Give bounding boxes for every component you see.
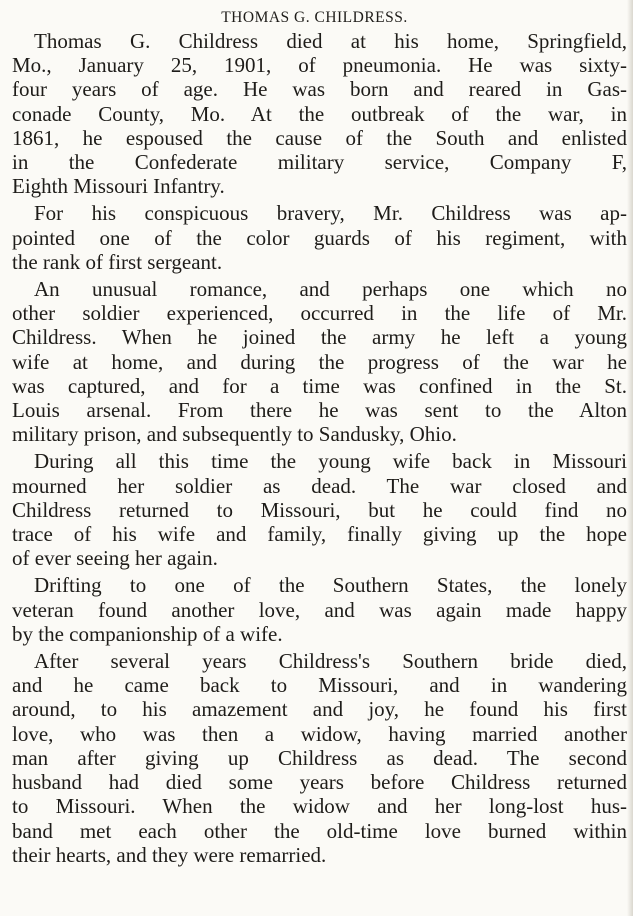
text-line: love, who was then a widow, having married another	[12, 721, 627, 746]
paragraph-3	[12, 277, 627, 446]
text-line: For his conspicuous bravery, Mr. Childress was ap-	[34, 201, 627, 226]
text-line: by the companionship of a wife.	[12, 621, 283, 646]
text-line: Childress returned to Missouri, but he could find no	[12, 497, 627, 522]
paragraph-2	[12, 201, 627, 274]
text-line: husband had died some years before Childress returned	[12, 770, 627, 795]
text-line: pointed one of the color guards of his regiment, with	[12, 225, 627, 250]
text-line: their hearts, and they were remarried.	[12, 842, 327, 867]
paragraph-4	[12, 449, 627, 570]
text-line: military prison, and subsequently to Sandusky, Ohio.	[12, 422, 457, 447]
text-line: Thomas G. Childress died at his home, Springfield,	[34, 29, 627, 53]
text-line: in the Confederate military service, Company F,	[12, 150, 627, 175]
text-line: veteran found another love, and was again made happy	[12, 597, 627, 622]
article-title: THOMAS G. CHILDRESS.	[221, 9, 408, 26]
paragraph-6	[12, 649, 627, 867]
page-edge-shadow	[627, 0, 633, 916]
text-line: During all this time the young wife back in Missouri	[34, 449, 627, 474]
text-line: Drifting to one of the Southern States, the lonely	[34, 573, 627, 598]
text-line: man after giving up Childress as dead. The second	[12, 745, 627, 770]
text-line: trace of his wife and family, finally giving up the hope	[12, 522, 627, 547]
text-line: of ever seeing her again.	[12, 546, 218, 571]
text-line: Childress. When he joined the army he left a young	[12, 325, 627, 350]
text-line: Eighth Missouri Infantry.	[12, 174, 225, 199]
text-line: mourned her soldier as dead. The war closed and	[12, 473, 627, 498]
text-line: around, to his amazement and joy, he found his first	[12, 697, 627, 722]
text-line: to Missouri. When the widow and her long-lost hus-	[12, 794, 627, 819]
text-line: conade County, Mo. At the outbreak of the war, in	[12, 101, 627, 126]
text-line: and he came back to Missouri, and in wandering	[12, 673, 627, 698]
text-line: 1861, he espoused the cause of the South and enlisted	[12, 125, 627, 150]
text-line: band met each other the old-time love burned within	[12, 818, 627, 843]
paragraph-1	[12, 29, 627, 198]
text-line: Mo., January 25, 1901, of pneumonia. He was sixty-	[12, 53, 627, 78]
text-line: wife at home, and during the progress of the war he	[12, 349, 627, 374]
text-line: other soldier experienced, occurred in the life of Mr.	[12, 301, 627, 326]
text-line: was captured, and for a time was confined in the St.	[12, 373, 627, 398]
text-line: Louis arsenal. From there he was sent to the Alton	[12, 398, 627, 423]
text-line: After several years Childress's Southern bride died,	[34, 649, 627, 674]
text-line: An unusual romance, and perhaps one which no	[34, 277, 627, 302]
paragraph-5	[12, 573, 627, 646]
text-line: four years of age. He was born and reared in Gas-	[12, 77, 627, 102]
text-line: the rank of first sergeant.	[12, 249, 223, 274]
